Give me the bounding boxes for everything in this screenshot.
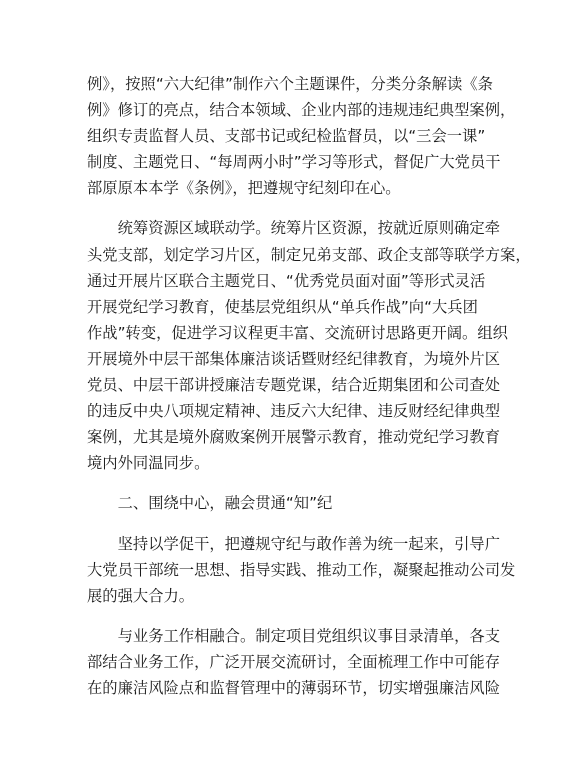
text-line: 头党支部，划定学习片区，制定兄弟支部、政企支部等联学方案， [87,245,531,264]
paragraph-spacer [87,476,505,490]
text-line: 与业务工作相融合。制定项目党组织议事目录清单，各支 [87,626,501,645]
paragraph-4 [87,623,505,701]
text-line: 组织专责监督人员、支部书记或纪检监督员，以“三会一课” [87,127,486,146]
paragraph-2 [87,215,531,476]
text-line: 开展党纪学习教育，使基层党组织从“单兵作战”向“大兵团 [87,297,478,316]
paragraph-1 [87,71,516,201]
text-line: 部原原本本学《条例》，把遵规守纪刻印在心。 [87,179,401,198]
text-line: 部结合业务工作，广泛开展交流研讨，全面梳理工作中可能存 [87,652,501,671]
text-line: 党员、中层干部讲授廉洁专题党课，结合近期集团和公司查处 [87,376,501,395]
paragraph-spacer [87,201,505,215]
text-line: 通过开展片区联合主题党日、“优秀党员面对面”等形式灵活 [87,271,486,290]
text-line: 坚持以学促干，把遵规守纪与敢作善为统一起来，引导广 [87,534,501,553]
text-line: 案例，尤其是境外腐败案例开展警示教育，推动党纪学习教育 [87,428,501,447]
text-line: 例》，按照“六大纪律”制作六个主题课件，分类分条解读《条 [87,75,493,93]
document-body [87,71,531,701]
paragraph-3 [87,531,516,609]
text-line: 作战”转变，促进学习议程更丰富、交流研讨思路更开阔。组织 [87,323,508,342]
text-line: 境内外同温同步。 [87,454,210,473]
text-line: 制度、主题党日、“每周两小时”学习等形式，督促广大党员干 [87,153,501,172]
heading-line: 二、围绕中心，融会贯通“知”纪 [87,494,333,513]
section-heading [87,490,505,516]
text-line: 例》修订的亮点，结合本领域、企业内部的违规违纪典型案例， [87,101,516,120]
text-line: 大党员干部统一思想、指导实践、推动工作，凝聚起推动公司发 [87,560,516,579]
text-line: 的违反中央八项规定精神、违反六大纪律、违反财经纪律典型 [87,402,501,421]
text-line: 在的廉洁风险点和监督管理中的薄弱环节，切实增强廉洁风险 [87,678,501,697]
text-line: 统筹资源区域联动学。统筹片区资源，按就近原则确定牵 [87,219,501,238]
paragraph-spacer [87,517,505,531]
text-line: 开展境外中层干部集体廉洁谈话暨财经纪律教育，为境外片区 [87,349,501,368]
paragraph-spacer [87,609,505,623]
text-line: 展的强大合力。 [87,586,195,605]
